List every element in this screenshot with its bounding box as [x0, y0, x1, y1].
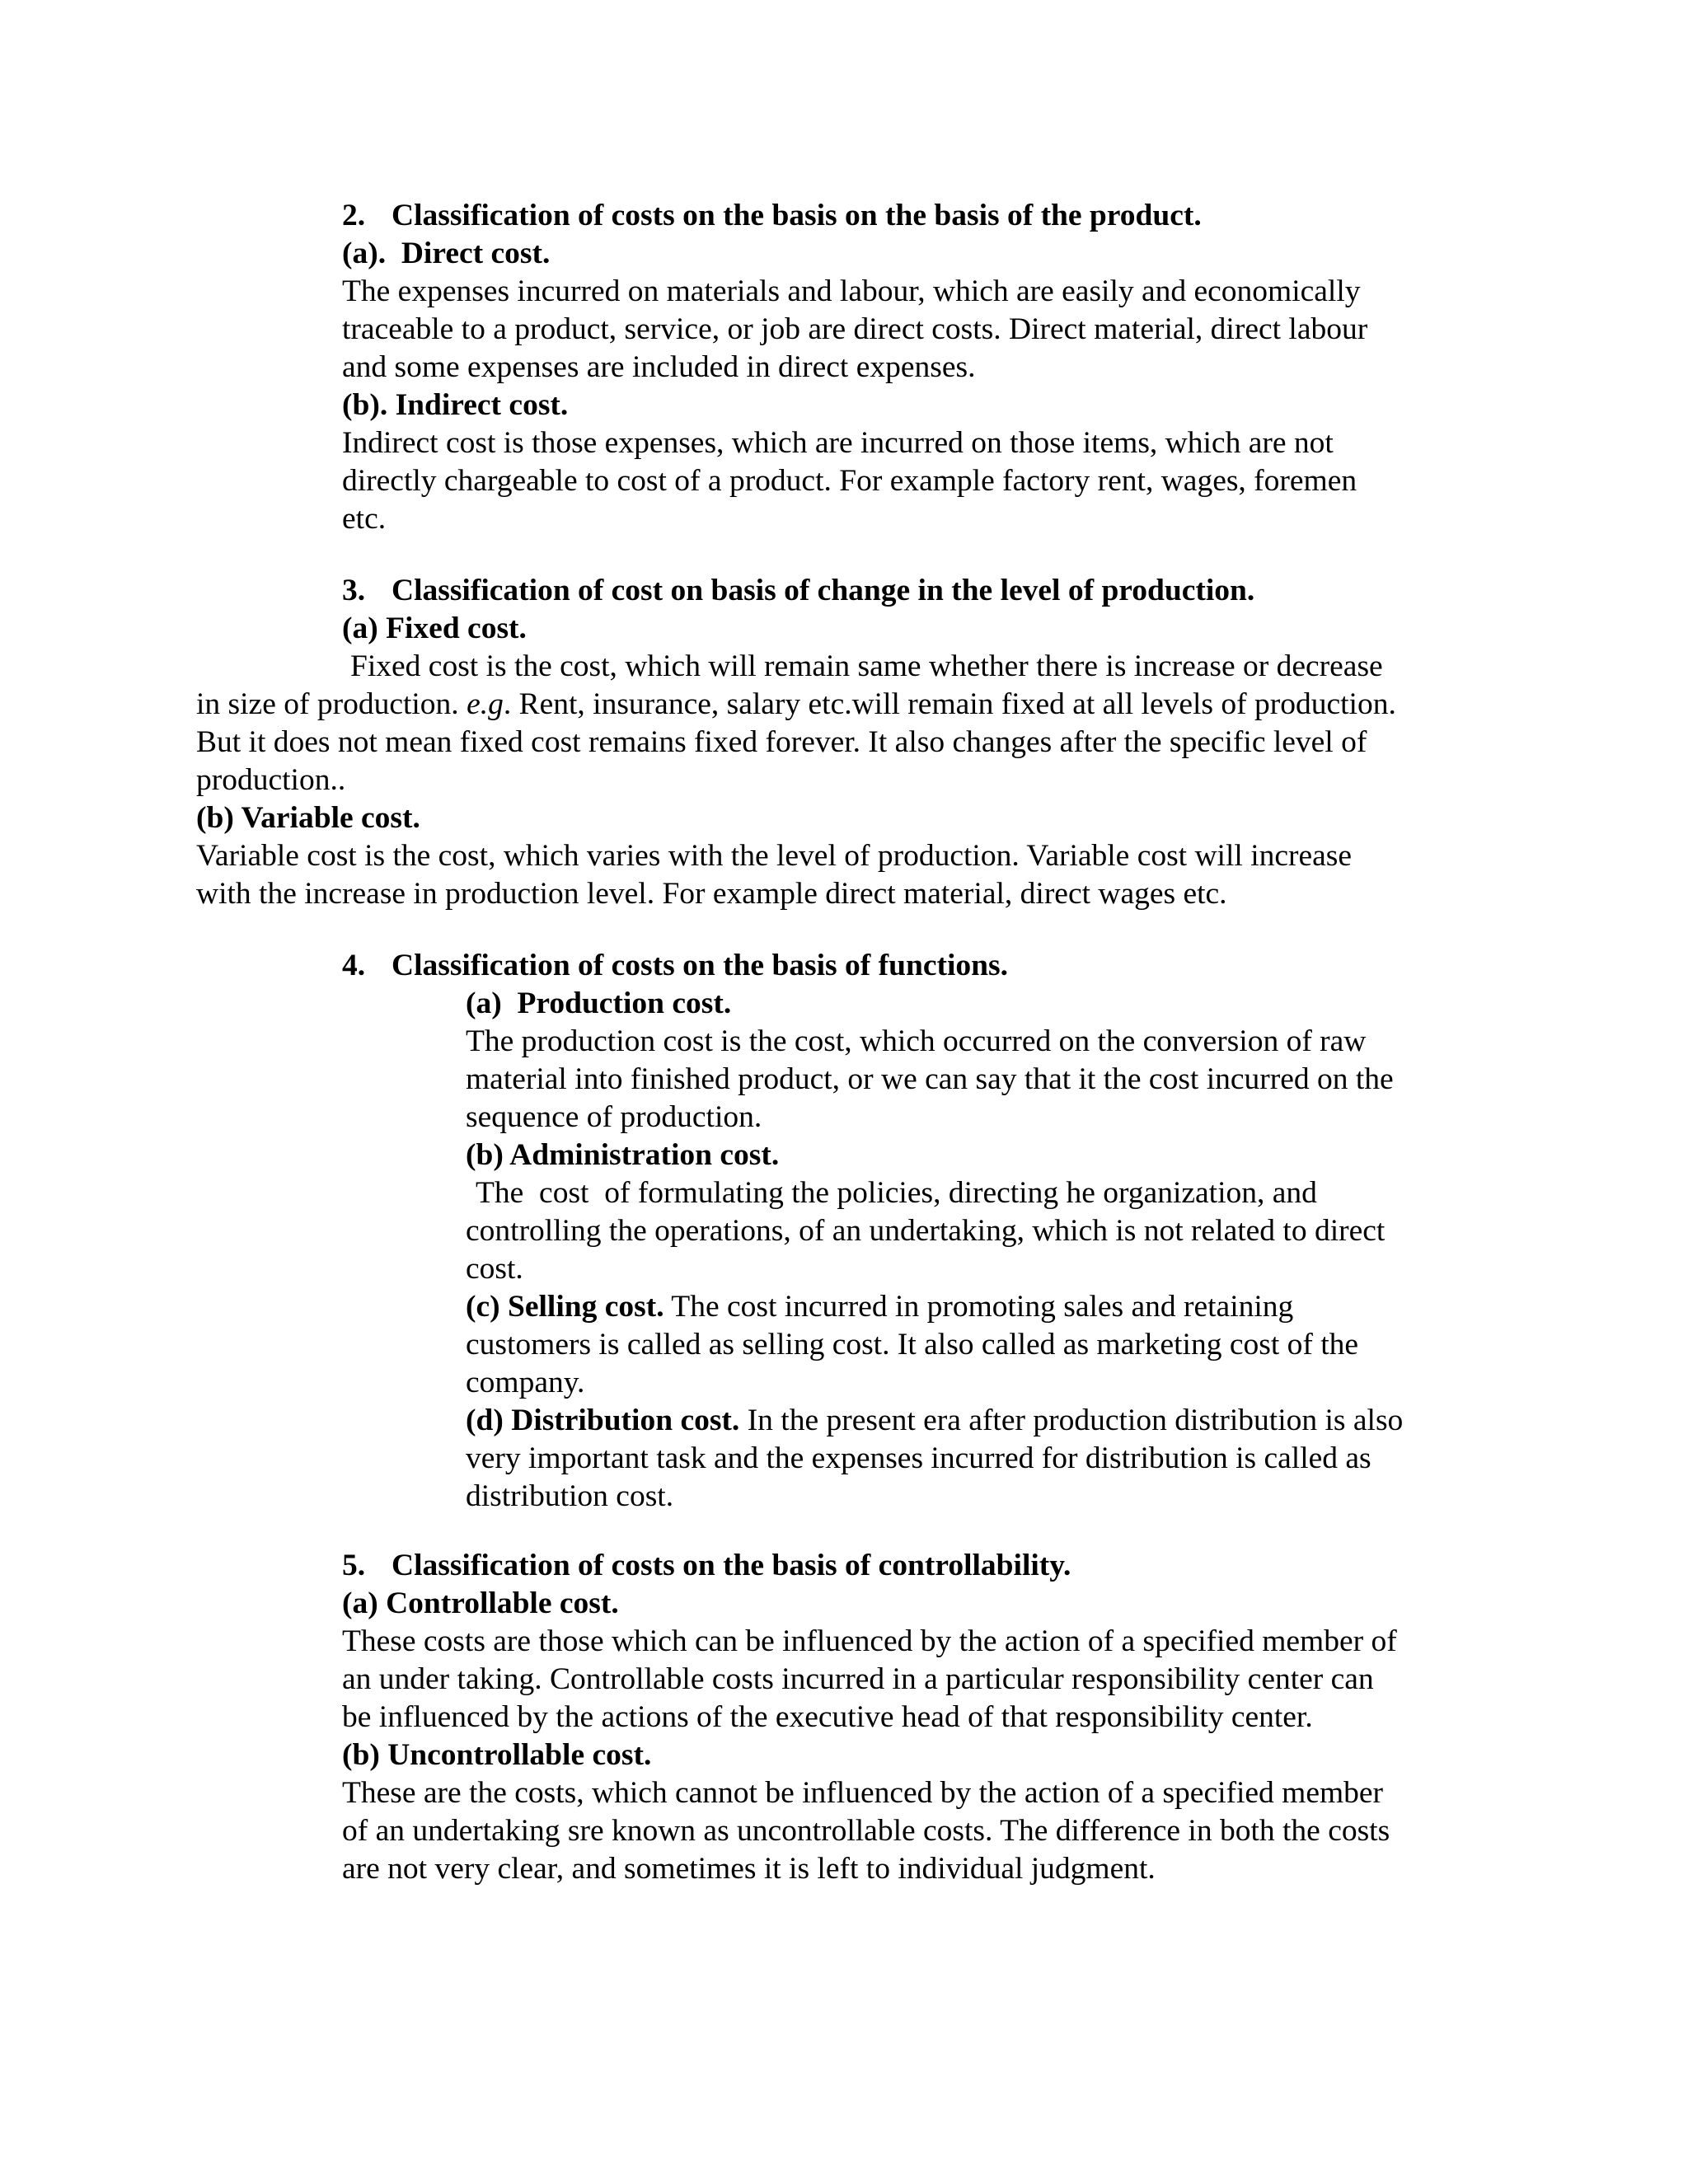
- administration-cost-text-line: cost.: [466, 1252, 523, 1286]
- variable-cost-text-line: Variable cost is the cost, which varies with the level of production. Variable cost will increase: [196, 839, 1353, 873]
- indirect-cost-text-line: Indirect cost is those expenses, which are incurred on those items, which are not: [342, 426, 1334, 460]
- section-2-heading: [342, 197, 1367, 235]
- direct-cost-text-line: The expenses incurred on materials and labour, which are easily and economically: [342, 274, 1361, 308]
- section-3-number: 3.: [342, 574, 366, 607]
- controllable-cost-heading: (a) Controllable cost.: [342, 1586, 619, 1620]
- fixed-cost-text-line: production..: [196, 763, 346, 797]
- production-cost-text-line: material into finished product, or we can say that it the cost incurred on the: [466, 1062, 1394, 1096]
- administration-cost-text-line: controlling the operations, of an undertaking, which is not related to direct: [466, 1214, 1386, 1248]
- variable-cost-text-line: with the increase in production level. For example direct material, direct wages etc.: [196, 877, 1227, 911]
- section-3-title: Classification of cost on basis of change in the level of production.: [392, 574, 1255, 607]
- direct-cost-text-line: traceable to a product, service, or job are direct costs. Direct material, direct labour: [342, 312, 1368, 346]
- direct-cost-text-line: and some expenses are included in direct expenses.: [342, 350, 976, 384]
- selling-cost-text-line: company.: [466, 1366, 585, 1399]
- section-4-header: [342, 947, 1008, 985]
- selling-cost-heading: (c) Selling cost.: [466, 1290, 664, 1324]
- selling-cost-line: (c) Selling cost. The cost incurred in promoting sales and retaining: [466, 1290, 1294, 1324]
- fixed-cost-heading: (a) Fixed cost.: [342, 612, 527, 645]
- section-5-title: Classification of costs on the basis of controllability.: [392, 1549, 1071, 1582]
- production-cost-heading: (a) Production cost.: [466, 987, 732, 1020]
- administration-cost-text-line: The cost of formulating the policies, directing he organization, and: [476, 1176, 1317, 1210]
- indirect-cost-heading: (b). Indirect cost.: [342, 388, 569, 422]
- distribution-cost-text-line: distribution cost.: [466, 1479, 674, 1513]
- section-4-heading: [342, 947, 1008, 985]
- administration-cost-heading: (b) Administration cost.: [466, 1138, 780, 1172]
- indirect-cost-text-line: etc.: [342, 502, 387, 536]
- controllable-cost-text-line: an under taking. Controllable costs incurred in a particular responsibility center can: [342, 1662, 1374, 1696]
- fixed-cost-text-line: Fixed cost is the cost, which will remain same whether there is increase or decrease: [350, 649, 1383, 683]
- controllable-cost-text-line: These costs are those which can be influenced by the action of a specified member of: [342, 1624, 1397, 1658]
- fixed-cost-text-line: in size of production. e.g. Rent, insurance, salary etc.will remain fixed at all levels of production.: [196, 687, 1396, 721]
- section-4-title: Classification of costs on the basis of functions.: [392, 949, 1008, 982]
- indirect-cost-text-line: directly chargeable to cost of a product. For example factory rent, wages, foremen: [342, 464, 1357, 498]
- distribution-cost-text-line: very important task and the expenses incurred for distribution is called as: [466, 1441, 1372, 1475]
- section-5-heading: [342, 1547, 1397, 1585]
- uncontrollable-cost-text-line: of an undertaking sre known as uncontrollable costs. The difference in both the costs: [342, 1814, 1390, 1848]
- controllable-cost-text-line: be influenced by the actions of the executive head of that responsibility center.: [342, 1700, 1313, 1734]
- uncontrollable-cost-text-line: are not very clear, and sometimes it is left to individual judgment.: [342, 1852, 1156, 1886]
- section-3-header: [342, 572, 1254, 648]
- section-5-number: 5.: [342, 1549, 366, 1582]
- section-5: [342, 1547, 1397, 1888]
- variable-cost-heading: (b) Variable cost.: [196, 801, 420, 835]
- section-3-heading: [342, 572, 1254, 610]
- direct-cost-heading: (a). Direct cost.: [342, 237, 551, 270]
- distribution-cost-line: (d) Distribution cost. In the present era after production distribution is also: [466, 1404, 1404, 1437]
- section-4-number: 4.: [342, 949, 366, 982]
- production-cost-text-line: The production cost is the cost, which occurred on the conversion of raw: [466, 1024, 1367, 1058]
- section-4-body: [466, 985, 1403, 1516]
- uncontrollable-cost-heading: (b) Uncontrollable cost.: [342, 1738, 652, 1772]
- distribution-cost-heading: (d) Distribution cost.: [466, 1404, 740, 1437]
- fixed-cost-text-line: But it does not mean fixed cost remains fixed forever. It also changes after the specific level of: [196, 725, 1367, 759]
- selling-cost-text-line: customers is called as selling cost. It also called as marketing cost of the: [466, 1328, 1359, 1361]
- section-2-title: Classification of costs on the basis on the basis of the product.: [392, 199, 1202, 232]
- section-3-body: [196, 648, 1396, 913]
- section-2-number: 2.: [342, 199, 366, 232]
- production-cost-text-line: sequence of production.: [466, 1100, 762, 1134]
- uncontrollable-cost-text-line: These are the costs, which cannot be influenced by the action of a specified member: [342, 1776, 1384, 1810]
- section-2: [342, 197, 1367, 538]
